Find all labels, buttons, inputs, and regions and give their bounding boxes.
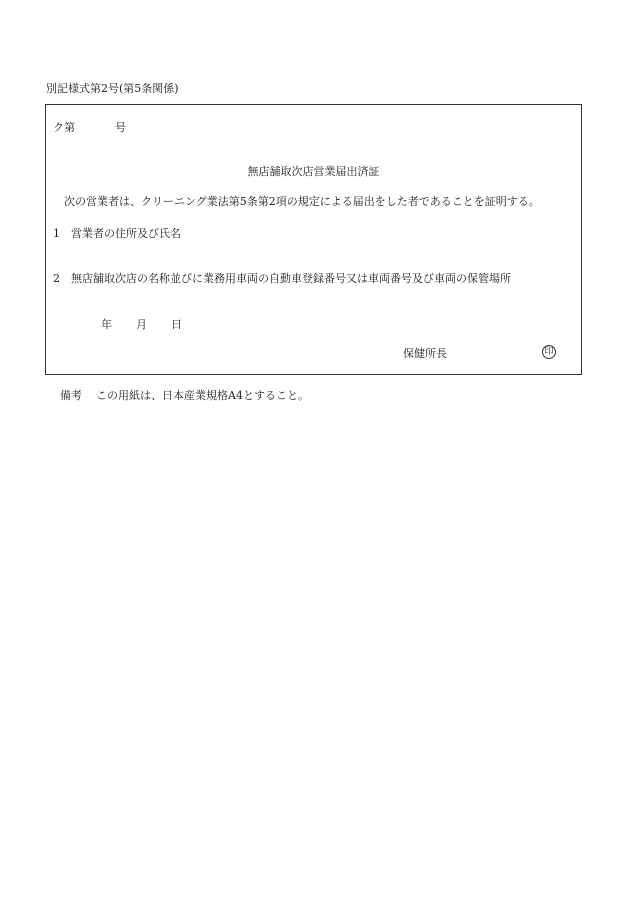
item-1 <box>53 227 181 241</box>
date-year-label: 年 <box>101 318 112 331</box>
item-1-text: 営業者の住所及び氏名 <box>71 227 181 240</box>
form-label: 別記様式第2号(第5条関係) <box>46 82 179 95</box>
certificate-number <box>53 121 126 135</box>
certificate-number-prefix: ク第 <box>53 121 75 134</box>
item-2 <box>53 272 511 286</box>
item-1-number: 1 <box>53 227 60 240</box>
remarks-label: 備考 <box>60 389 82 402</box>
date-month-label: 月 <box>136 318 147 331</box>
certificate-number-suffix: 号 <box>115 121 126 134</box>
date-day-label: 日 <box>171 318 182 331</box>
issue-date <box>101 318 182 332</box>
remarks <box>60 387 309 403</box>
certificate-box <box>45 104 582 375</box>
item-2-number: 2 <box>53 272 60 285</box>
certificate-statement: 次の営業者は、クリーニング業法第5条第2項の規定による届出をした者であることを証明する。 <box>64 195 540 208</box>
item-2-text: 無店舗取次店の名称並びに業務用車両の自動車登録番号又は車両番号及び車両の保管場所 <box>71 272 511 285</box>
issuer-title: 保健所長 <box>403 347 447 360</box>
seal-mark: 印 <box>542 345 556 359</box>
remarks-text: この用紙は、日本産業規格A4とすること。 <box>96 389 309 402</box>
certificate-title: 無店舗取次店営業届出済証 <box>247 165 380 178</box>
